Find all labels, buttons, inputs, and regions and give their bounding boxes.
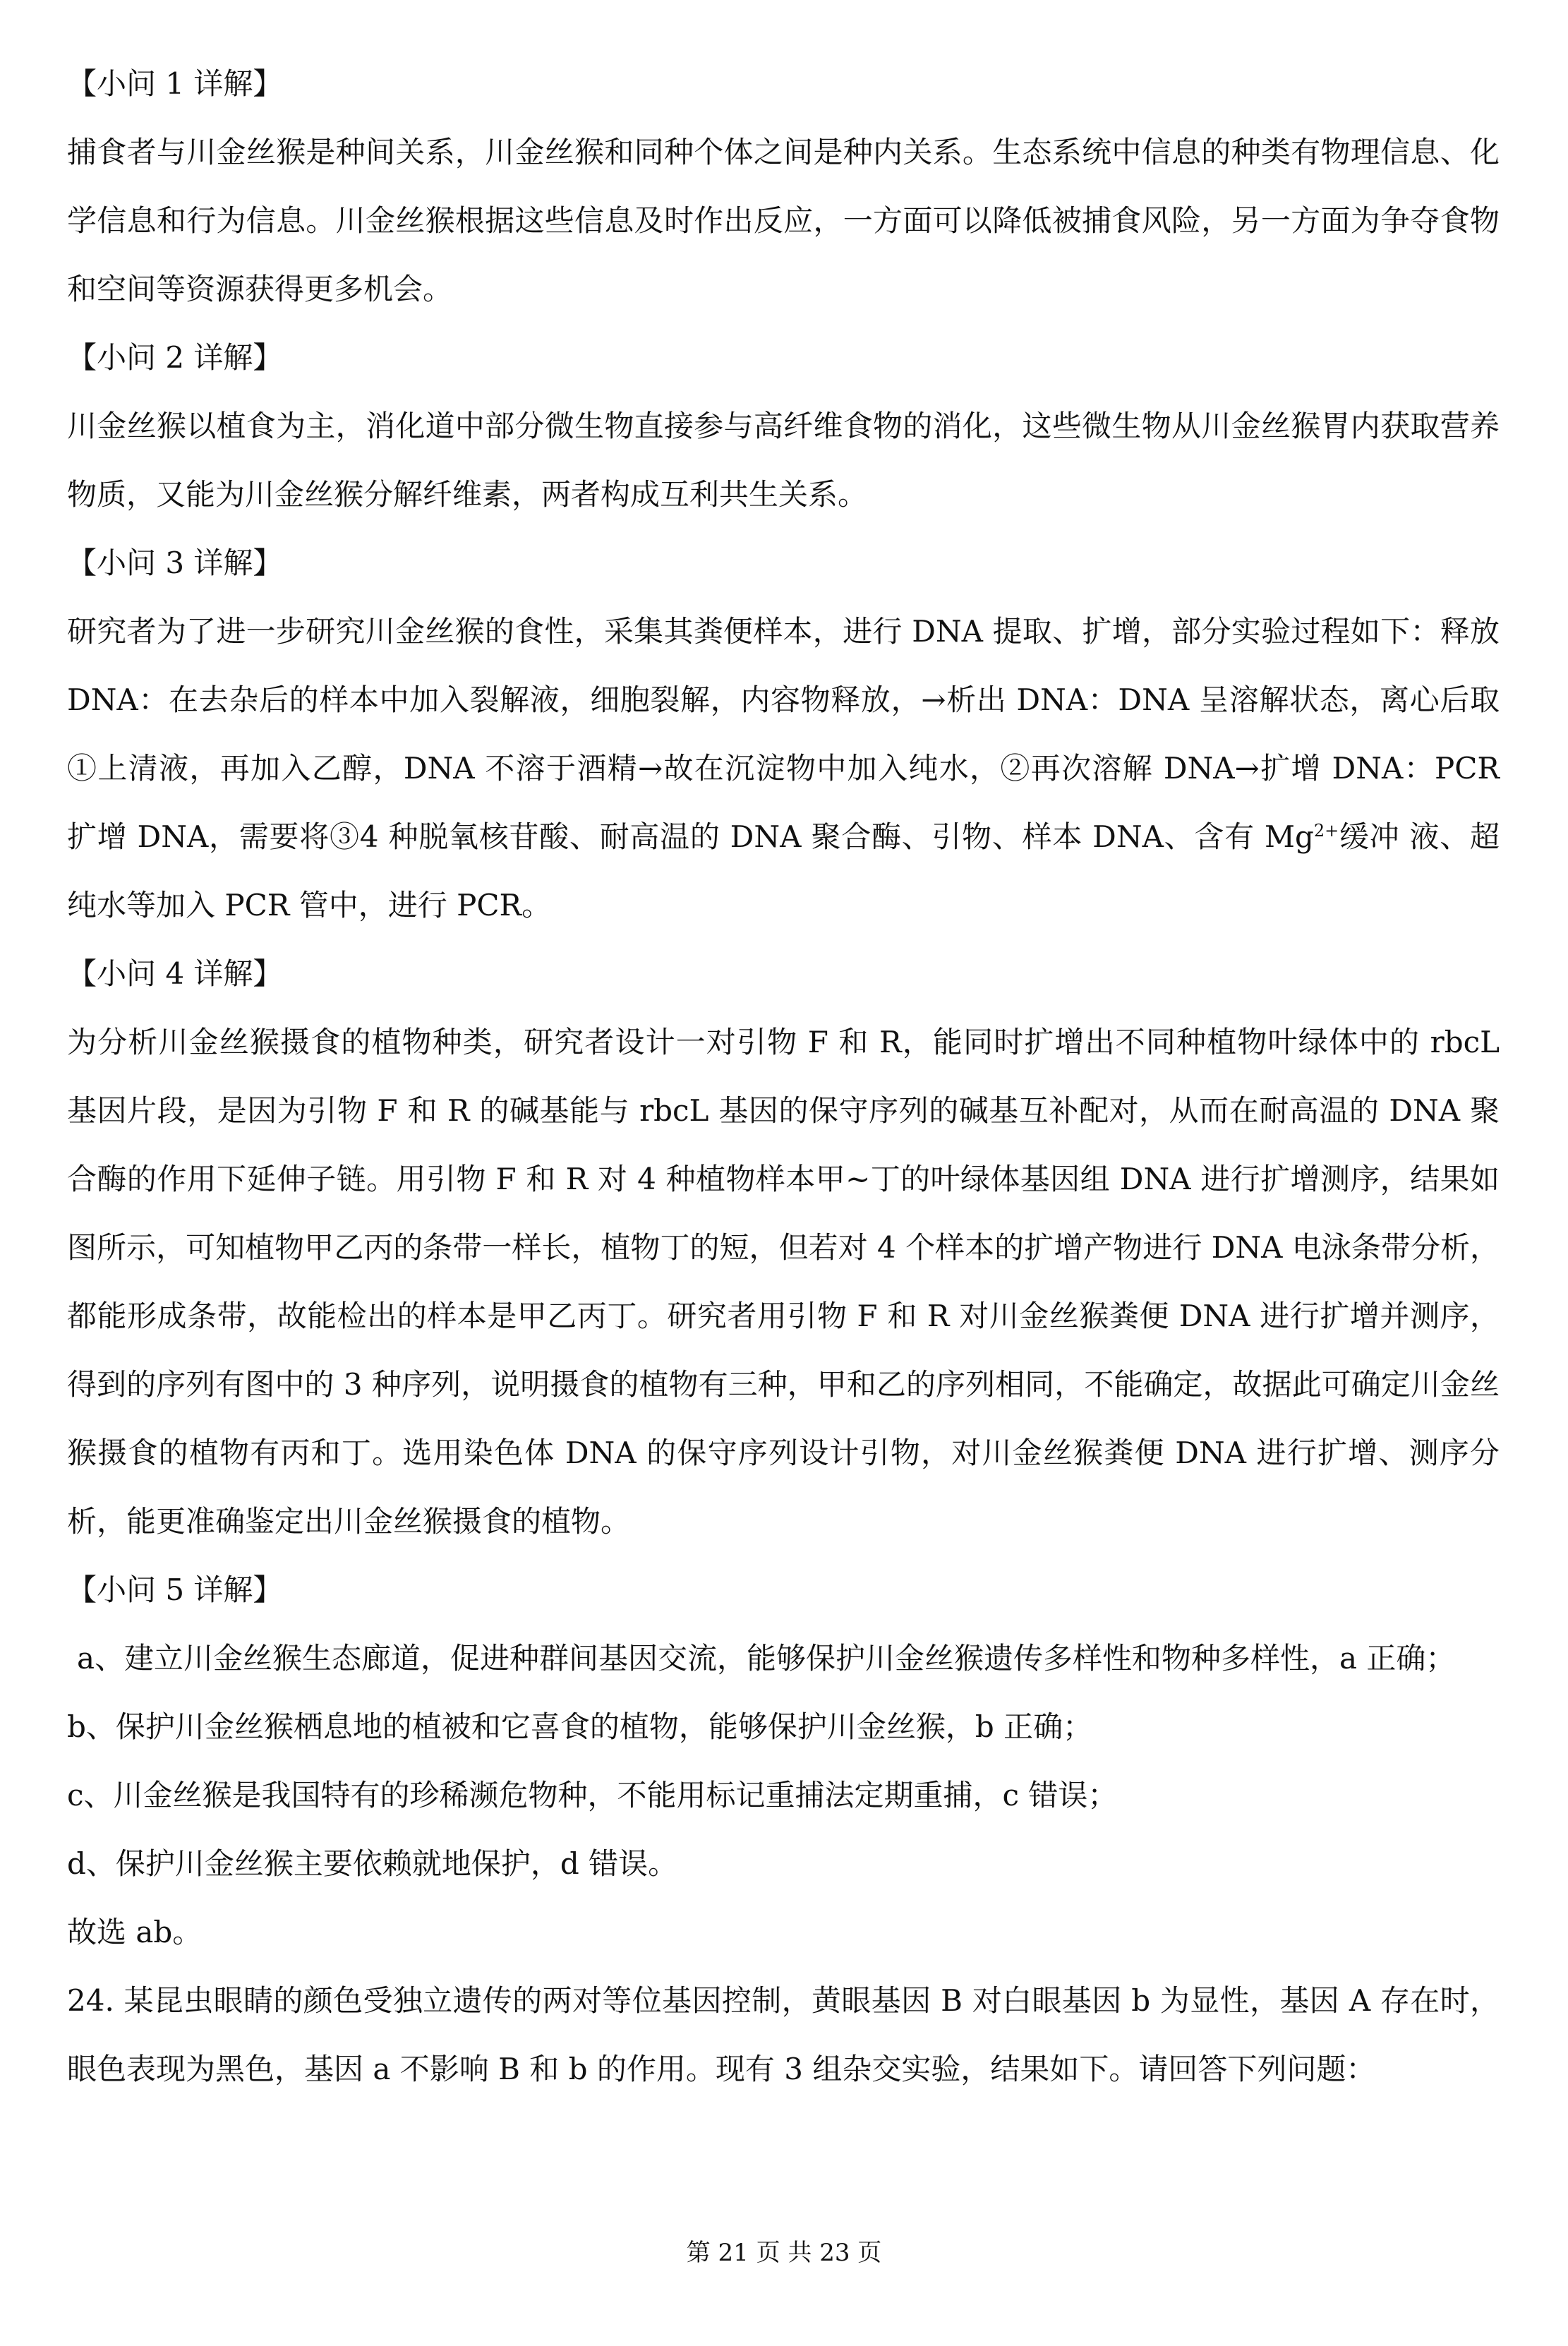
section-5-line-c: c、川金丝猴是我国特有的珍稀濒危物种，不能用标记重捕法定期重捕，c 错误； xyxy=(67,1778,1118,1812)
section-3-text-part-2: 缓冲 液、超纯水等加入 PCR 管中，进行 PCR。 xyxy=(67,819,1500,922)
section-5-heading: 【小问 5 详解】 xyxy=(67,1572,283,1607)
section-3-text xyxy=(67,597,1500,939)
section-2-text: 川金丝猴以植食为主，消化道中部分微生物直接参与高纤维食物的消化，这些微生物从川金丝猴胃内获取营养物质，又能为川金丝猴分解纤维素，两者构成互利共生关系。 xyxy=(67,409,1500,512)
section-4-text: 为分析川金丝猴摄食的植物种类，研究者设计一对引物 F 和 R，能同时扩增出不同种植物叶绿体中的 rbcL 基因片段，是因为引物 F 和 R 的碱基能与 rbcL 基因的保守序列的碱基互补配对，从而在耐高温的 DNA 聚合酶的作用下延伸子链。用引物 F 和 R 对 4 种植物样本甲~丁的叶绿体基因组 DNA 进行扩增测序，结果如图所示，可知植物甲乙丙的条带一样长，植物丁的短，但若对 4 个样本的扩增产物进行 DNA 电泳条带分析，都能形成条带，故能检出的样本是甲乙丙丁。研究者用引物 F 和 R 对川金丝猴粪便 DNA 进行扩增并测序，得到的序列有图中的 3 种序列，说明摄食的植物有三种，甲和乙的序列相同，不能确定，故据此可确定川金丝猴摄食的植物有丙和丁。选用染色体 DNA 的保守序列设计引物，对川金丝猴粪便 DNA 进行扩增、测序分析，能更准确鉴定出川金丝猴摄食的植物。 xyxy=(67,1025,1500,1539)
mg-superscript: 2+ xyxy=(1313,821,1339,841)
question-24-text: 24. 某昆虫眼睛的颜色受独立遗传的两对等位基因控制，黄眼基因 B 对白眼基因 b 为显性，基因 A 存在时，眼色表现为黑色，基因 a 不影响 B 和 b 的作用。现有 3 组杂交实验，结果如下。请回答下列问题： xyxy=(67,1983,1500,2086)
section-3-heading: 【小问 3 详解】 xyxy=(67,546,283,580)
section-1-text: 捕食者与川金丝猴是种间关系，川金丝猴和同种个体之间是种内关系。生态系统中信息的种类有物理信息、化学信息和行为信息。川金丝猴根据这些信息及时作出反应，一方面可以降低被捕食风险，另一方面为争夺食物和空间等资源获得更多机会。 xyxy=(67,135,1500,306)
section-5-line-d: d、保护川金丝猴主要依赖就地保护，d 错误。 xyxy=(67,1846,678,1881)
section-3-text-part-1: 研究者为了进一步研究川金丝猴的食性，采集其粪便样本，进行 DNA 提取、扩增，部分实验过程如下：释放 DNA：在去杂后的样本中加入裂解液，细胞裂解，内容物释放，→析出 DNA：DNA 呈溶解状态，离心后取①上清液，再加入乙醇，DNA 不溶于酒精→故在沉淀物中加入纯水，②再次溶解 DNA→扩增 DNA：PCR 扩增 DNA，需要将③4 种脱氧核苷酸、耐高温的 DNA 聚合酶、引物、样本 DNA、含有 Mg xyxy=(67,614,1500,854)
section-2-heading: 【小问 2 详解】 xyxy=(67,340,283,375)
section-5-answer: 故选 ab。 xyxy=(67,1915,203,1949)
document-content xyxy=(67,49,1500,2103)
section-5-line-a: a、建立川金丝猴生态廊道，促进种群间基因交流，能够保护川金丝猴遗传多样性和物种多样性，a 正确； xyxy=(77,1641,1456,1676)
section-4-heading: 【小问 4 详解】 xyxy=(67,956,283,991)
section-5-line-b: b、保护川金丝猴栖息地的植被和它喜食的植物，能够保护川金丝猴，b 正确； xyxy=(67,1709,1093,1744)
section-1-heading: 【小问 1 详解】 xyxy=(67,66,283,101)
page-footer: 第 21 页 共 23 页 xyxy=(686,2239,882,2267)
